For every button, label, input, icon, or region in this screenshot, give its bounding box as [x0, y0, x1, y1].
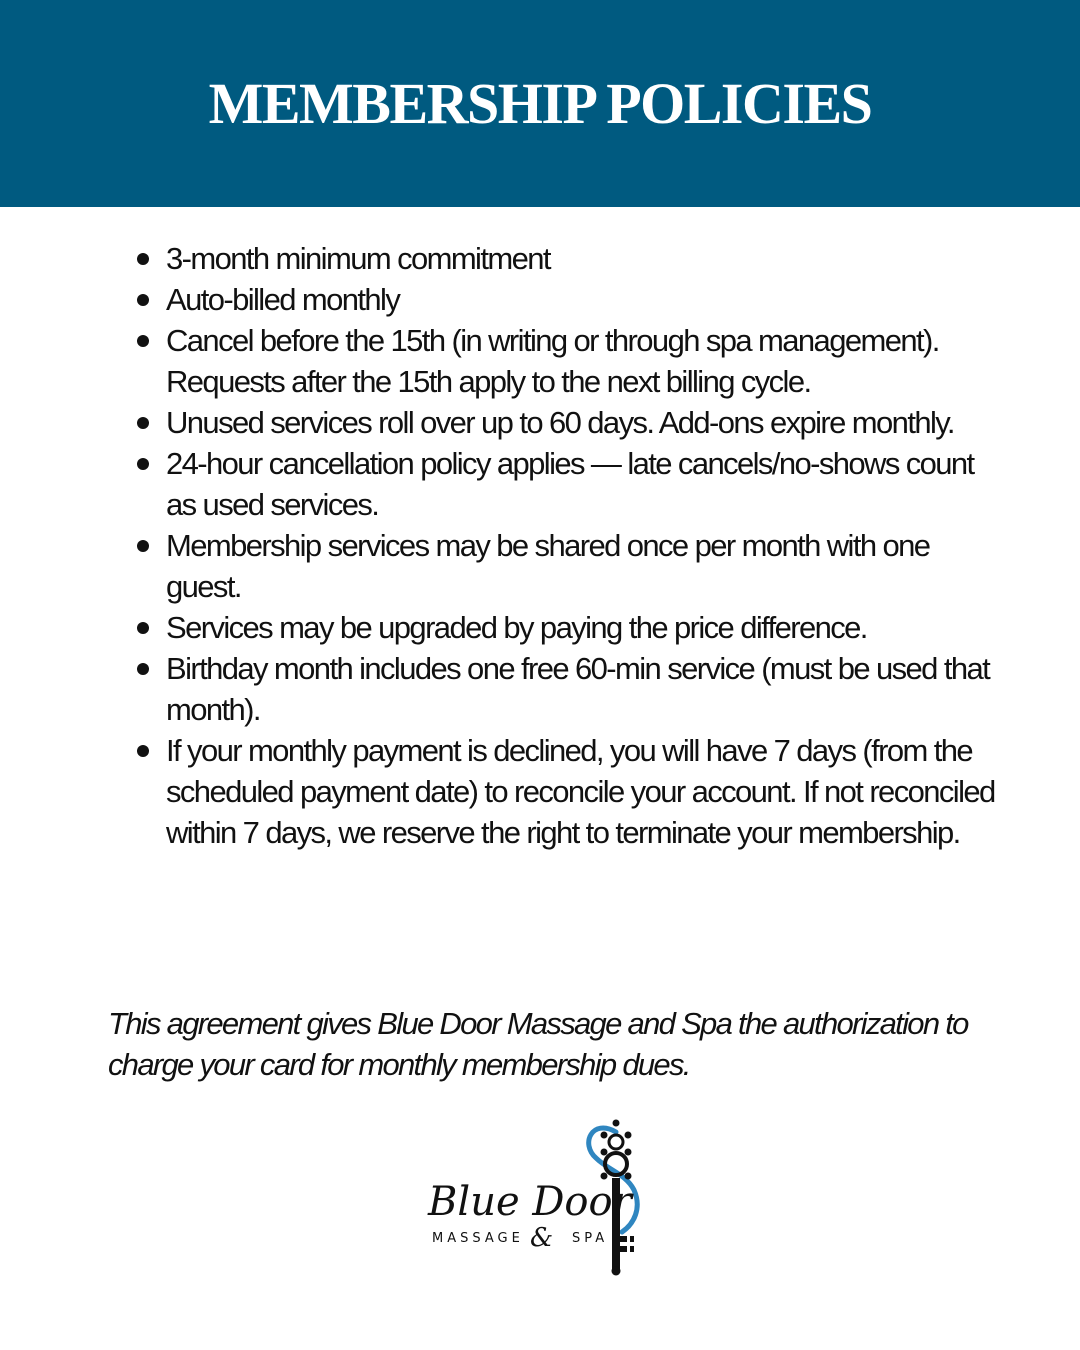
policy-text: Auto-billed monthly [166, 282, 400, 317]
policy-item [136, 648, 996, 730]
policy-item [136, 402, 996, 443]
policy-item [136, 238, 996, 279]
policy-item [136, 443, 996, 525]
bullet-icon [137, 745, 149, 757]
bullet-icon [137, 663, 149, 675]
logo-left-word: MASSAGE [432, 1231, 524, 1246]
policy-text: 3-month minimum commitment [166, 241, 550, 276]
policy-text: Membership services may be shared once per month with one guest. [166, 528, 930, 604]
bullet-icon [137, 294, 149, 306]
policy-list [136, 238, 996, 853]
policy-item [136, 607, 996, 648]
bullet-icon [137, 458, 149, 470]
header-banner [0, 0, 1080, 207]
policy-text: If your monthly payment is declined, you will have 7 days (from the scheduled payment date) to reconcile your account. If not reconciled within 7 days, we reserve the right to terminate your membership. [166, 733, 995, 850]
policy-text: Unused services roll over up to 60 days. Add-ons expire monthly. [166, 405, 954, 440]
bullet-icon [137, 417, 149, 429]
logo-right-word: SPA [572, 1231, 609, 1246]
bullet-icon [137, 622, 149, 634]
bullet-icon [137, 253, 149, 265]
policy-text: 24-hour cancellation policy applies — late cancels/no-shows count as used services. [166, 446, 974, 522]
policy-item [136, 279, 996, 320]
policy-text: Birthday month includes one free 60-min service (must be used that month). [166, 651, 990, 727]
logo-name: Blue Door [428, 1179, 632, 1225]
bullet-icon [137, 540, 149, 552]
logo-ampersand: & [530, 1223, 554, 1253]
agreement-statement: This agreement gives Blue Door Massage and Spa the authorization to charge your card for monthly membership dues. [108, 1006, 968, 1082]
policy-text: Cancel before the 15th (in writing or through spa management). Requests after the 15th apply to the next billing cycle. [166, 323, 939, 399]
policy-item [136, 525, 996, 607]
page-title: MEMBERSHIP POLICIES [208, 71, 872, 136]
policy-text: Services may be upgraded by paying the price difference. [166, 610, 867, 645]
logo-graphic [420, 1112, 670, 1282]
bullet-icon [137, 335, 149, 347]
policy-item [136, 320, 996, 402]
blue-door-logo [420, 1112, 670, 1282]
policy-item [136, 730, 996, 853]
